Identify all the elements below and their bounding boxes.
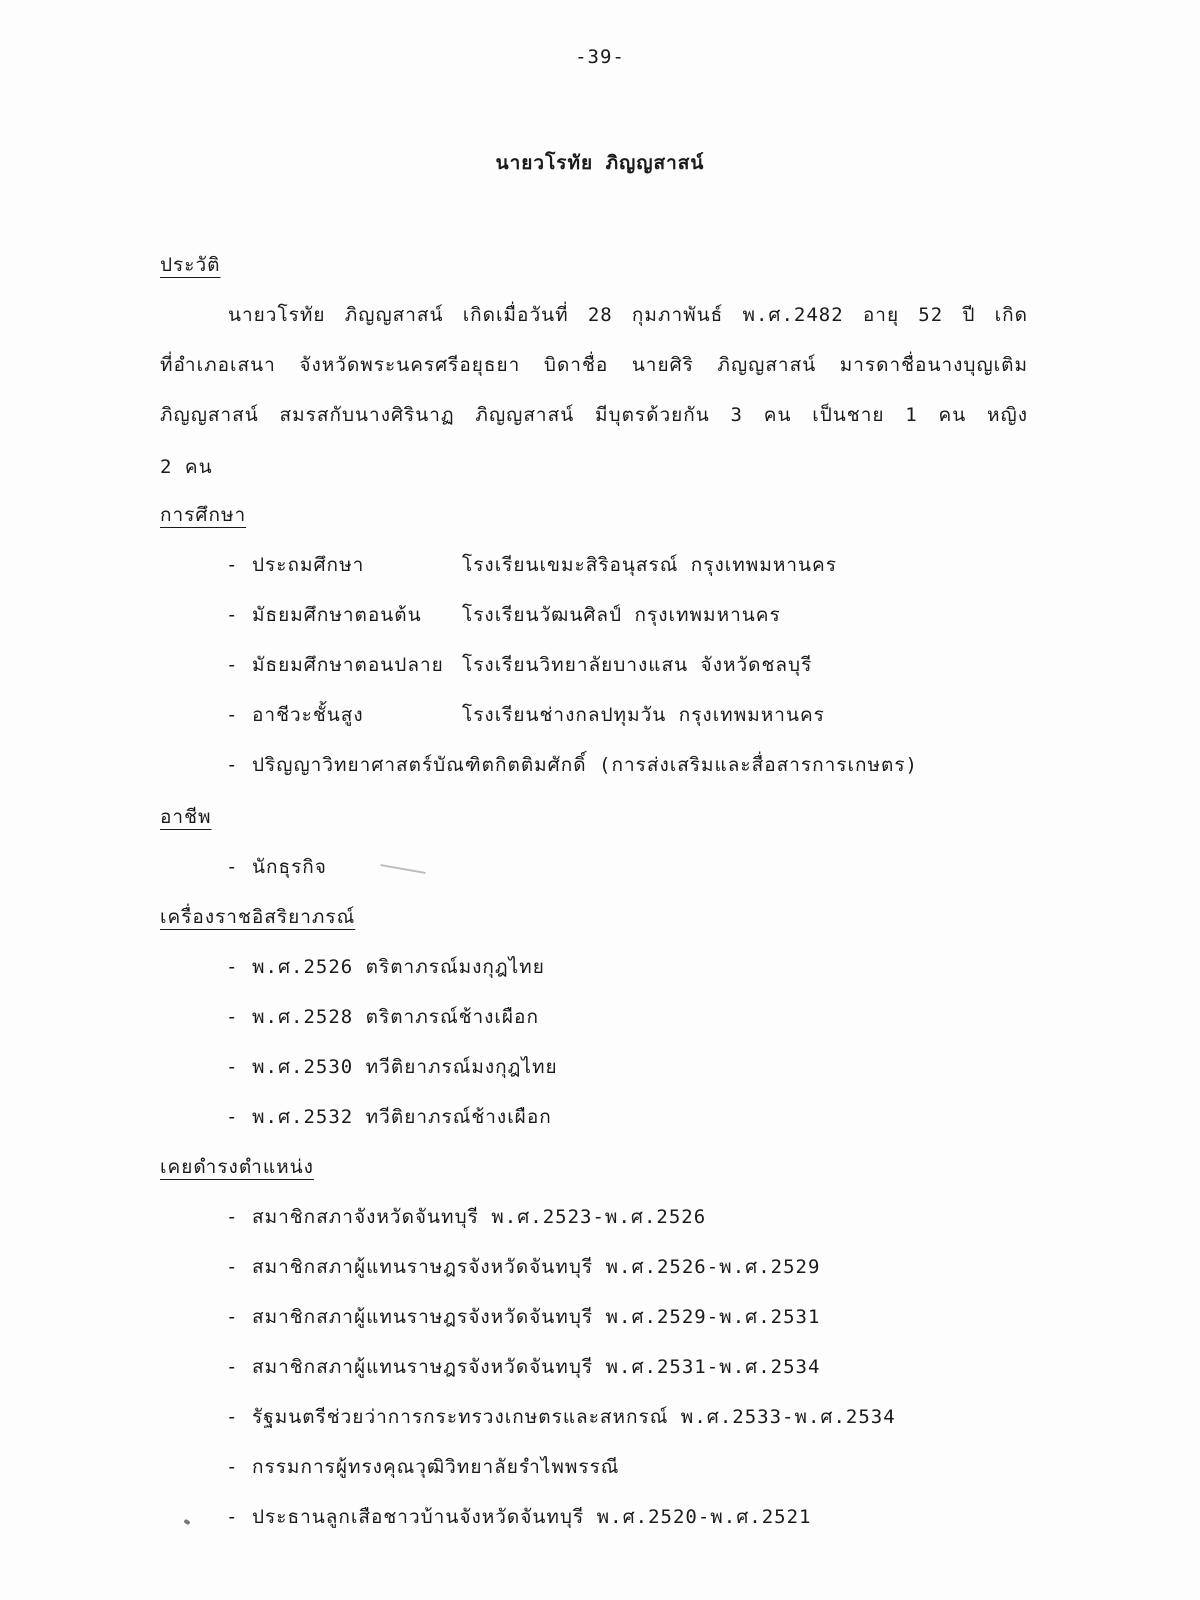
bullet-dash: - [226, 1106, 239, 1128]
education-item [226, 700, 825, 730]
decoration-item [226, 952, 545, 982]
decoration-text: พ.ศ.2530 ทวีติยาภรณ์มงกุฎไทย [252, 1056, 558, 1078]
history-heading: ประวัติ [160, 254, 221, 276]
bullet-dash: - [226, 856, 239, 878]
position-text: สมาชิกสภาจังหวัดจันทบุรี พ.ศ.2523-พ.ศ.2526 [252, 1206, 707, 1228]
history-line-1: นายวโรทัย ภิญญสาสน์ เกิดเมื่อวันที่ 28 กุมภาพันธ์ พ.ศ.2482 อายุ 52 ปี เกิด [228, 304, 1028, 326]
history-line-4: 2 คน [160, 456, 213, 478]
position-item [226, 1252, 820, 1282]
education-heading: การศึกษา [160, 504, 247, 526]
position-text: สมาชิกสภาผู้แทนราษฎรจังหวัดจันทบุรี พ.ศ.2529-พ.ศ.2531 [252, 1306, 821, 1328]
position-text: กรรมการผู้ทรงคุณวุฒิวิทยาลัยรำไพพรรณี [252, 1456, 620, 1478]
history-line-2: ที่อำเภอเสนา จังหวัดพระนครศรีอยุธยา บิดาชื่อ นายศิริ ภิญญสาสน์ มารดาชื่อนางบุญเติม [160, 354, 1028, 376]
education-level: อาชีวะชั้นสูง [252, 704, 364, 726]
bullet-dash: - [226, 1306, 239, 1328]
education-degree [226, 750, 918, 780]
bullet-dash: - [226, 704, 239, 726]
bullet-dash: - [226, 1056, 239, 1078]
positions-heading: เคยดำรงตำแหน่ง [160, 1156, 314, 1178]
education-level: มัธยมศึกษาตอนปลาย [252, 654, 444, 676]
education-school: โรงเรียนเขมะสิริอนุสรณ์ กรุงเทพมหานคร [462, 554, 837, 576]
position-text: รัฐมนตรีช่วยว่าการกระทรวงเกษตรและสหกรณ์ พ.ศ.2533-พ.ศ.2534 [252, 1406, 896, 1428]
decoration-item [226, 1052, 558, 1082]
position-item [226, 1202, 706, 1232]
page-number: -39- [575, 46, 625, 68]
education-school: โรงเรียนวัฒนศิลป์ กรุงเทพมหานคร [462, 604, 781, 626]
education-item [226, 550, 837, 580]
history-line-3: ภิญญสาสน์ สมรสกับนางศิรินาฏ ภิญญสาสน์ มีบุตรด้วยกัน 3 คน เป็นชาย 1 คน หญิง [160, 404, 1028, 426]
bullet-dash: - [226, 1206, 239, 1228]
bullet-dash: - [226, 654, 239, 676]
position-item [226, 1452, 619, 1482]
decoration-text: พ.ศ.2528 ตริตาภรณ์ช้างเผือก [252, 1006, 539, 1028]
position-text: สมาชิกสภาผู้แทนราษฎรจังหวัดจันทบุรี พ.ศ.2526-พ.ศ.2529 [252, 1256, 821, 1278]
education-degree-text: ปริญญาวิทยาศาสตร์บัณฑิตกิตติมศักดิ์ (การส่งเสริมและสื่อสารการเกษตร) [252, 754, 918, 776]
page-title: นายวโรทัย ภิญญสาสน์ [495, 152, 705, 174]
scan-speck [380, 864, 426, 874]
decoration-text: พ.ศ.2532 ทวีติยาภรณ์ช้างเผือก [252, 1106, 552, 1128]
scan-speck [183, 1519, 190, 1525]
education-level: ประถมศึกษา [252, 554, 365, 576]
position-item [226, 1352, 820, 1382]
bullet-dash: - [226, 1006, 239, 1028]
occupation-text: นักธุรกิจ [252, 856, 327, 878]
occupation-heading: อาชีพ [160, 806, 212, 828]
education-level: มัธยมศึกษาตอนต้น [252, 604, 422, 626]
decoration-item [226, 1002, 539, 1032]
education-school: โรงเรียนช่างกลปทุมวัน กรุงเทพมหานคร [462, 704, 825, 726]
position-item [226, 1302, 820, 1332]
position-item [226, 1402, 896, 1432]
bullet-dash: - [226, 1456, 239, 1478]
decorations-heading: เครื่องราชอิสริยาภรณ์ [160, 906, 356, 928]
bullet-dash: - [226, 604, 239, 626]
occupation-item [226, 852, 327, 882]
position-text: ประธานลูกเสือชาวบ้านจังหวัดจันทบุรี พ.ศ.2520-พ.ศ.2521 [252, 1506, 812, 1528]
bullet-dash: - [226, 754, 239, 776]
position-item [226, 1502, 812, 1532]
education-item [226, 600, 781, 630]
decoration-item [226, 1102, 552, 1132]
bullet-dash: - [226, 1406, 239, 1428]
bullet-dash: - [226, 1506, 239, 1528]
decoration-text: พ.ศ.2526 ตริตาภรณ์มงกุฎไทย [252, 956, 545, 978]
education-school: โรงเรียนวิทยาลัยบางแสน จังหวัดชลบุรี [462, 654, 813, 676]
bullet-dash: - [226, 956, 239, 978]
bullet-dash: - [226, 1256, 239, 1278]
education-item [226, 650, 812, 680]
bullet-dash: - [226, 554, 239, 576]
position-text: สมาชิกสภาผู้แทนราษฎรจังหวัดจันทบุรี พ.ศ.2531-พ.ศ.2534 [252, 1356, 821, 1378]
bullet-dash: - [226, 1356, 239, 1378]
